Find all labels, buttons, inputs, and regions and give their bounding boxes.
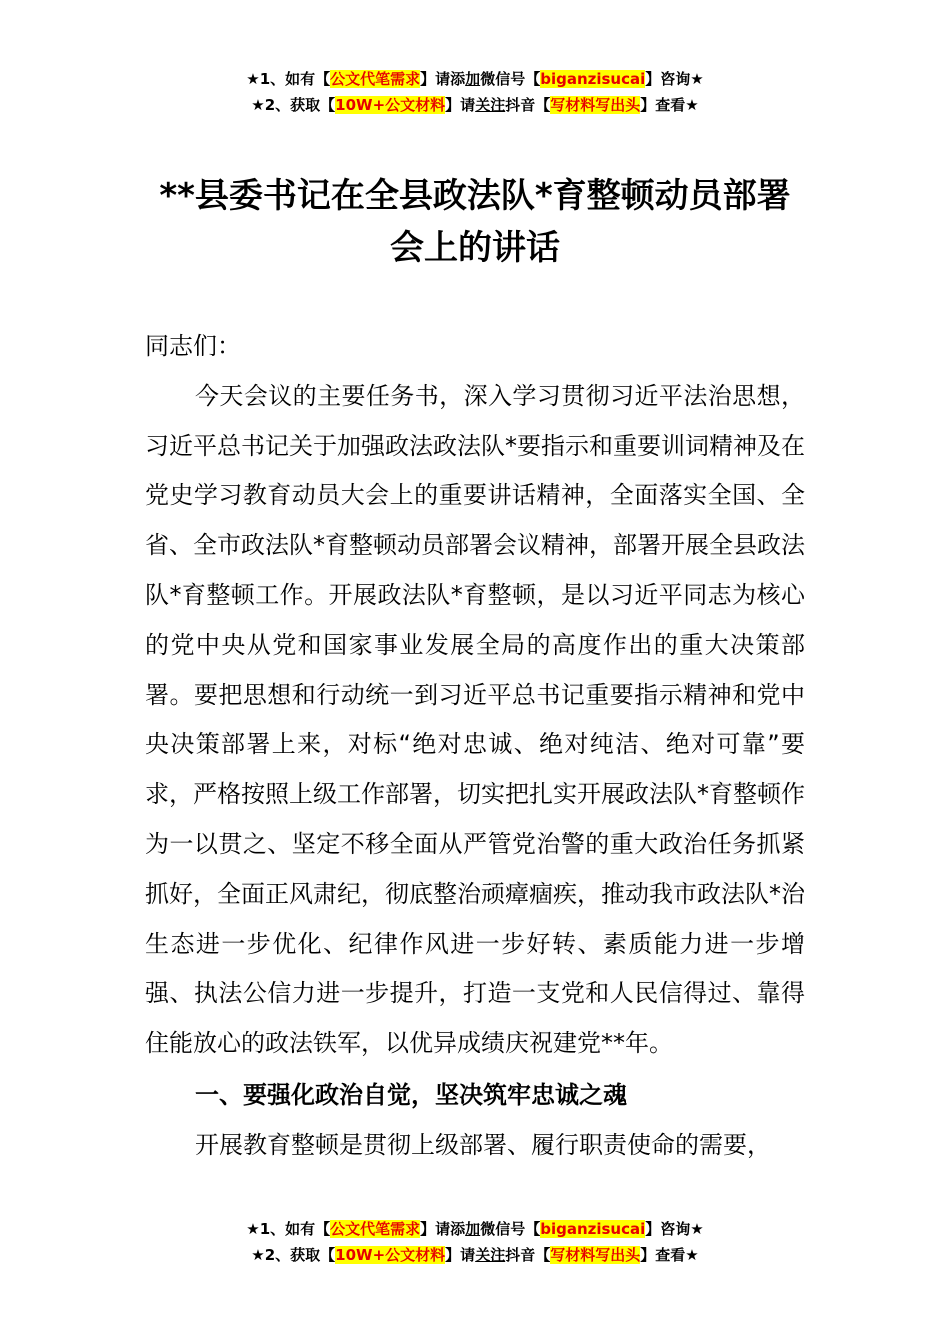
banner-text: 2、获取【 — [264, 96, 336, 114]
banner-highlight: 公文代笔需求 — [330, 1220, 421, 1238]
banner-text: 抖音【 — [505, 1246, 551, 1264]
star-icon: ★ — [690, 70, 704, 88]
document-body — [145, 322, 805, 1171]
banner-highlight: biganzisucai — [540, 1220, 646, 1238]
banner-text: 1、如有【 — [259, 1220, 331, 1238]
footer-banner — [0, 1216, 950, 1268]
title-line-1: **县委书记在全县政法队*育整顿动员部署 — [159, 176, 791, 216]
star-icon: ★ — [246, 70, 260, 88]
star-icon: ★ — [690, 1220, 704, 1238]
banner-text: 】请 — [445, 1246, 476, 1264]
star-icon: ★ — [685, 96, 699, 114]
banner-highlight: 10W+公文材料 — [335, 96, 446, 114]
banner-text: 】请添 — [420, 70, 466, 88]
section-heading: 一、要强化政治自觉，坚决筑牢忠诚之魂 — [195, 1080, 627, 1109]
title-line-2: 会上的讲话 — [390, 228, 560, 268]
banner-underline: 关注 — [475, 96, 506, 114]
banner-highlight: biganzisucai — [540, 70, 646, 88]
banner-text: 微信号【 — [480, 70, 541, 88]
banner-highlight: 写材料写出头 — [550, 1246, 641, 1264]
star-icon: ★ — [251, 96, 265, 114]
banner-text: 微信号【 — [480, 1220, 541, 1238]
banner-underline: 关注 — [475, 1246, 506, 1264]
banner-text: 1、如有【 — [259, 70, 331, 88]
banner-highlight: 公文代笔需求 — [330, 70, 421, 88]
star-icon: ★ — [685, 1246, 699, 1264]
banner-text: 2、获取【 — [264, 1246, 336, 1264]
banner-underline: 加 — [465, 1220, 481, 1238]
banner-text: 抖音【 — [505, 96, 551, 114]
banner-text: 】查看 — [640, 96, 686, 114]
banner-text: 】请 — [445, 96, 476, 114]
banner-line-1 — [0, 66, 950, 92]
salutation: 同志们： — [145, 332, 241, 360]
document-title — [110, 170, 840, 274]
body-paragraph: 开展教育整顿是贯彻上级部署、履行职责使命的需要， — [195, 1130, 771, 1159]
body-paragraph: 今天会议的主要任务书，深入学习贯彻习近平法治思想，习近平总书记关于加强政法政法队*要指示和重要训词精神及在党史学习教育动员大会上的重要讲话精神，全面落实全国、全省、全市政法队*育整顿动员部署会议精神，部署开展全县政法队*育整顿工作。开展政法队*育整顿，是以习近平同志为核心的党中央从党和国家事业发展全局的高度作出的重大决策部署。要把思想和行动统一到习近平总书记重要指示精神和党中央决策部署上来，对标“绝对忠诚、绝对纯洁、绝对可靠”要求，严格按照上级工作部署，切实把扎实开展政法队*育整顿作为一以贯之、坚定不移全面从严管党治警的重大政治任务抓紧抓好，全面正风肃纪，彻底整治顽瘴痼疾，推动我市政法队*治生态进一步优化、纪律作风进一步好转、素质能力进一步增强、执法公信力进一步提升，打造一支党和人民信得过、靠得住能放心的政法铁军，以优异成绩庆祝建党**年。 — [145, 381, 805, 1058]
banner-line-1 — [0, 1216, 950, 1242]
banner-highlight: 写材料写出头 — [550, 96, 641, 114]
banner-text: 】咨询 — [645, 1220, 691, 1238]
banner-line-2 — [0, 92, 950, 118]
star-icon: ★ — [246, 1220, 260, 1238]
banner-text: 】请添 — [420, 1220, 466, 1238]
banner-underline: 加 — [465, 70, 481, 88]
banner-text: 】咨询 — [645, 70, 691, 88]
banner-line-2 — [0, 1242, 950, 1268]
star-icon: ★ — [251, 1246, 265, 1264]
banner-highlight: 10W+公文材料 — [335, 1246, 446, 1264]
header-banner — [0, 66, 950, 118]
banner-text: 】查看 — [640, 1246, 686, 1264]
